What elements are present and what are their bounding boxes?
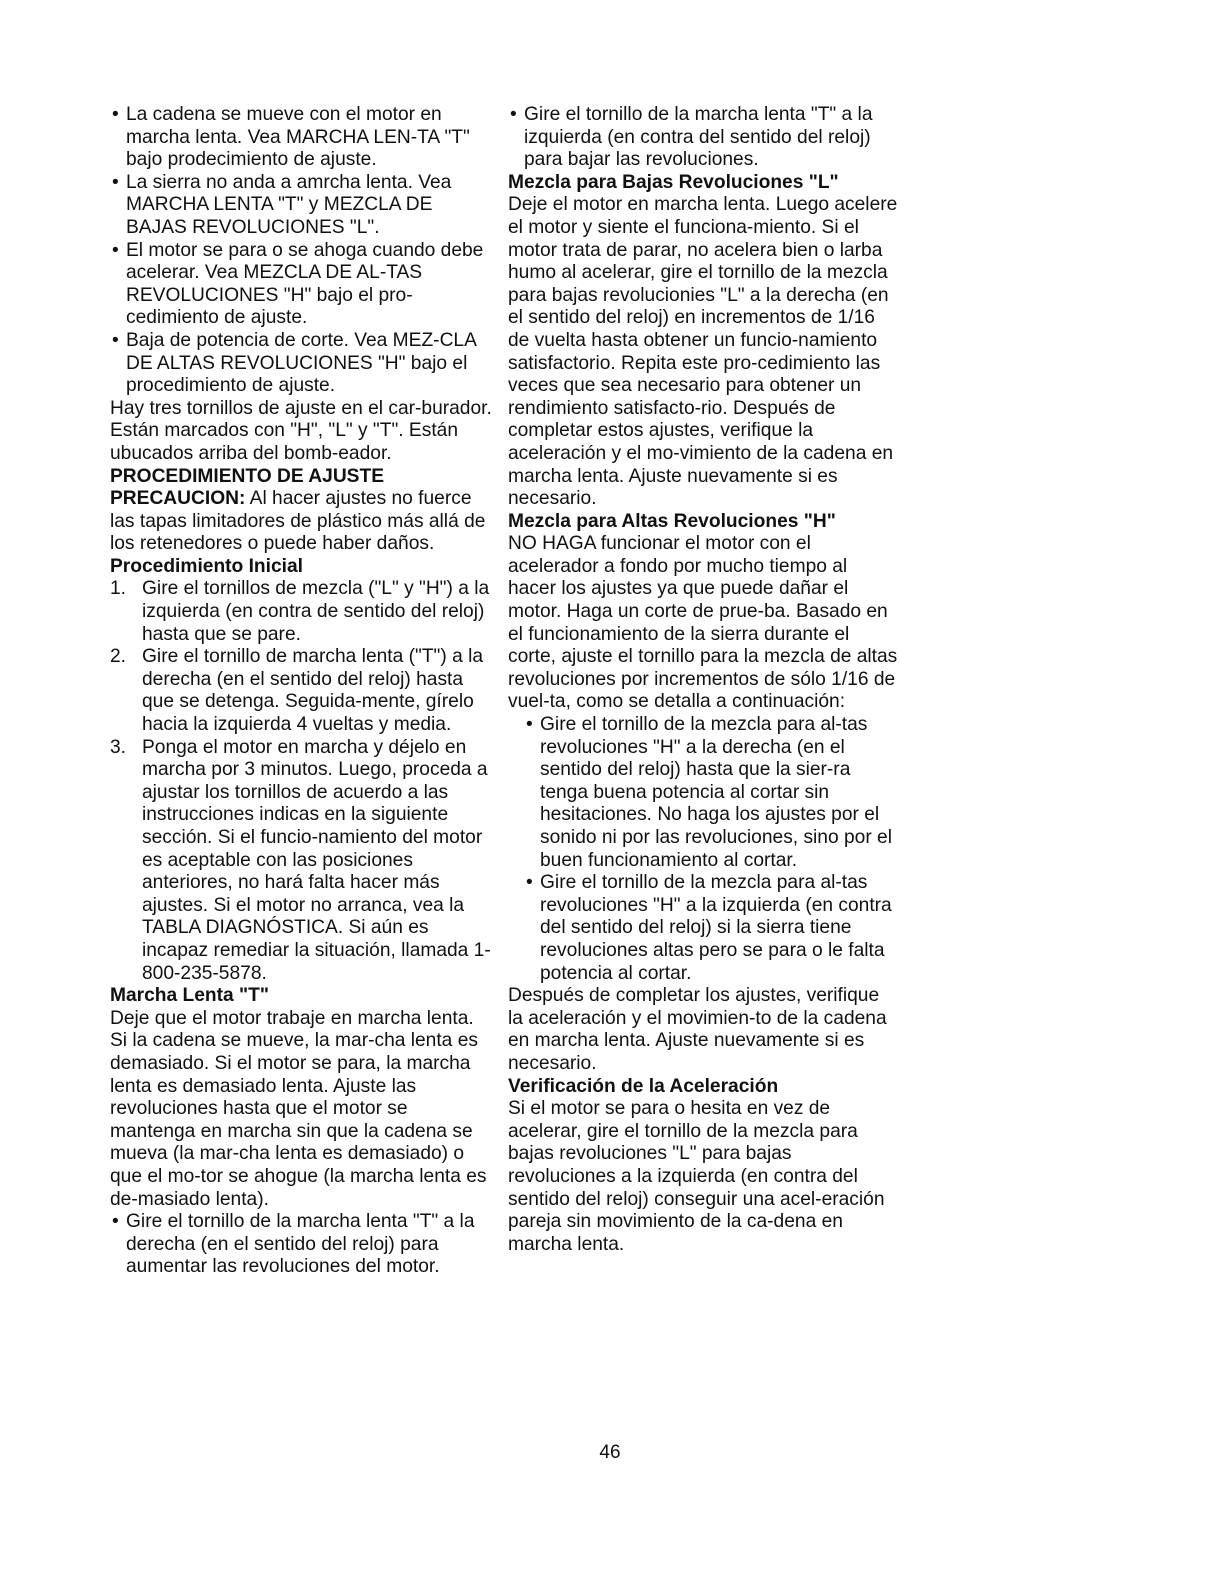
caution-label: PRECAUCION: xyxy=(110,488,246,510)
list-item: • Gire el tornillo de la mezcla para al-tas revoluciones "H" a la derecha (en el sentido del reloj) hasta que la sier-ra tenga buena potencia al cortar sin hesitaciones. No haga los ajustes por el sonido ni por las revoluciones, sino por el buen funcionamiento al cortar. xyxy=(524,714,898,872)
list-item: • Baja de potencia de corte. Vea MEZ-CLA DE ALTAS REVOLUCIONES "H" bajo el procedimiento de ajuste. xyxy=(110,330,495,398)
step-item xyxy=(110,737,495,986)
carburetor-paragraph: Hay tres tornillos de ajuste en el car-burador. Están marcados con "H", "L" y "T". Están ubucados arriba del bomb-eador. xyxy=(110,397,492,464)
after-adjust-paragraph: Después de completar los ajustes, verifique la aceleración y el movimien-to de la cadena en marcha lenta. Ajuste nuevamente si es necesario. xyxy=(508,985,887,1074)
step-item xyxy=(110,578,495,646)
acceleration-paragraph: Si el motor se para o hesita en vez de acelerar, gire el tornillo de la mezcla para bajas revoluciones "L" para bajas revoluciones a la izquierda (en contra del sentido del reloj) conseguir una acel-eración pareja sin movimiento de la ca-dena en marcha lenta. xyxy=(508,1098,885,1255)
page-number: 46 xyxy=(599,1442,621,1463)
list-item: • Gire el tornillo de la marcha lenta "T" a la izquierda (en contra del sentido del reloj) para bajar las revoluciones. xyxy=(508,104,898,172)
high-speed-paragraph: NO HAGA funcionar el motor con el acelerador a fondo por mucho tiempo al hacer los ajustes ya que puede dañar el motor. Haga un corte de prue-ba. Basado en el funcionamiento de la sierra durante el corte, ajuste el tornillo para la mezcla de altas revoluciones por incrementos de sólo 1/16 de vuel-ta, como se detalla a continuación: xyxy=(508,533,898,713)
list-item: • El motor se para o se ahoga cuando debe acelerar. Vea MEZCLA DE AL-TAS REVOLUCIONES "H" bajo el pro-cedimiento de ajuste. xyxy=(110,240,495,330)
list-item: • Gire el tornillo de la mezcla para al-tas revoluciones "H" a la izquierda (en contra del sentido del reloj) si la sierra tiene revoluciones altas pero se para o le falta potencia al cortar. xyxy=(524,872,898,985)
step-number: 1. xyxy=(110,578,127,600)
list-item: • La sierra no anda a amrcha lenta. Vea MARCHA LENTA "T" y MEZCLA DE BAJAS REVOLUCIONES "L". xyxy=(110,172,495,240)
high-speed-list xyxy=(508,714,898,985)
step-number: 3. xyxy=(110,736,127,758)
caution-text: Al hacer ajustes no fuerce las tapas limitadores de plástico más allá de los retenedores o puede haber daños. xyxy=(110,488,486,555)
initial-procedure-heading: Procedimiento Inicial xyxy=(110,555,303,577)
procedure-heading: PROCEDIMIENTO DE AJUSTE xyxy=(110,465,384,487)
low-speed-paragraph: Deje el motor en marcha lenta. Luego acelere el motor y siente el funciona-miento. Si el motor trata de parar, no acelera bien o larba humo al acelerar, gire el tornillo de la mezcla para bajas revolucionies "L" a la derecha (en el sentido del reloj) en incrementos de 1/16 de vuelta hasta obtener un funcio-namiento satisfactorio. Repita este pro-cedimiento las veces que sea necesario para obtener un rendimiento satisfacto-rio. Después de completar estos ajustes, verifique la aceleración y el mo-vimiento de la cadena en marcha lenta. Ajuste nuevamente si es necesario. xyxy=(508,194,898,510)
step-text: Gire el tornillo de marcha lenta ("T") a la derecha (en el sentido del reloj) hasta que se detenga. Seguida-mente, gírelo hacia la izquierda 4 vueltas y media. xyxy=(142,646,484,736)
low-speed-heading: Mezcla para Bajas Revoluciones "L" xyxy=(508,171,839,193)
idle-heading: Marcha Lenta "T" xyxy=(110,985,269,1007)
high-speed-heading: Mezcla para Altas Revoluciones "H" xyxy=(508,510,836,532)
acceleration-heading: Verificación de la Aceleración xyxy=(508,1075,779,1097)
list-item: • Gire el tornillo de la marcha lenta "T" a la derecha (en el sentido del reloj) para aumentar las revoluciones del motor. xyxy=(110,1211,495,1279)
step-number: 2. xyxy=(110,646,127,668)
step-item xyxy=(110,646,495,736)
step-text: Gire el tornillos de mezcla ("L" y "H") a la izquierda (en contra de sentido del reloj) hasta que se pare. xyxy=(142,578,490,645)
list-item: • La cadena se mueve con el motor en marcha lenta. Vea MARCHA LEN-TA "T" bajo prodecimiento de ajuste. xyxy=(110,104,495,172)
caution-paragraph xyxy=(110,488,495,556)
right-column xyxy=(508,104,898,1256)
idle-paragraph: Deje que el motor trabaje en marcha lenta. Si la cadena se mueve, la mar-cha lenta es demasiado. Si el motor se para, la marcha lenta es demasiado lenta. Ajuste las revoluciones hasta que el motor se mantenga en marcha sin que la cadena se mueva (la mar-cha lenta es demasiado) o que el mo-tor se ahogue (la marcha lenta es de-masiado lenta). xyxy=(110,1007,487,1210)
left-column xyxy=(110,104,495,1279)
step-text: Ponga el motor en marcha y déjelo en marcha por 3 minutos. Luego, proceda a ajustar los tornillos de acuerdo a las instrucciones indicas en la siguiente sección. Si el funcio-namiento del motor es aceptable con las posiciones anteriores, no hará falta hacer más ajustes. Si el motor no arranca, vea la TABLA DIAGNÓSTICA. Si aún es incapaz remediar la situación, llamada 1-800-235-5878. xyxy=(142,736,491,984)
